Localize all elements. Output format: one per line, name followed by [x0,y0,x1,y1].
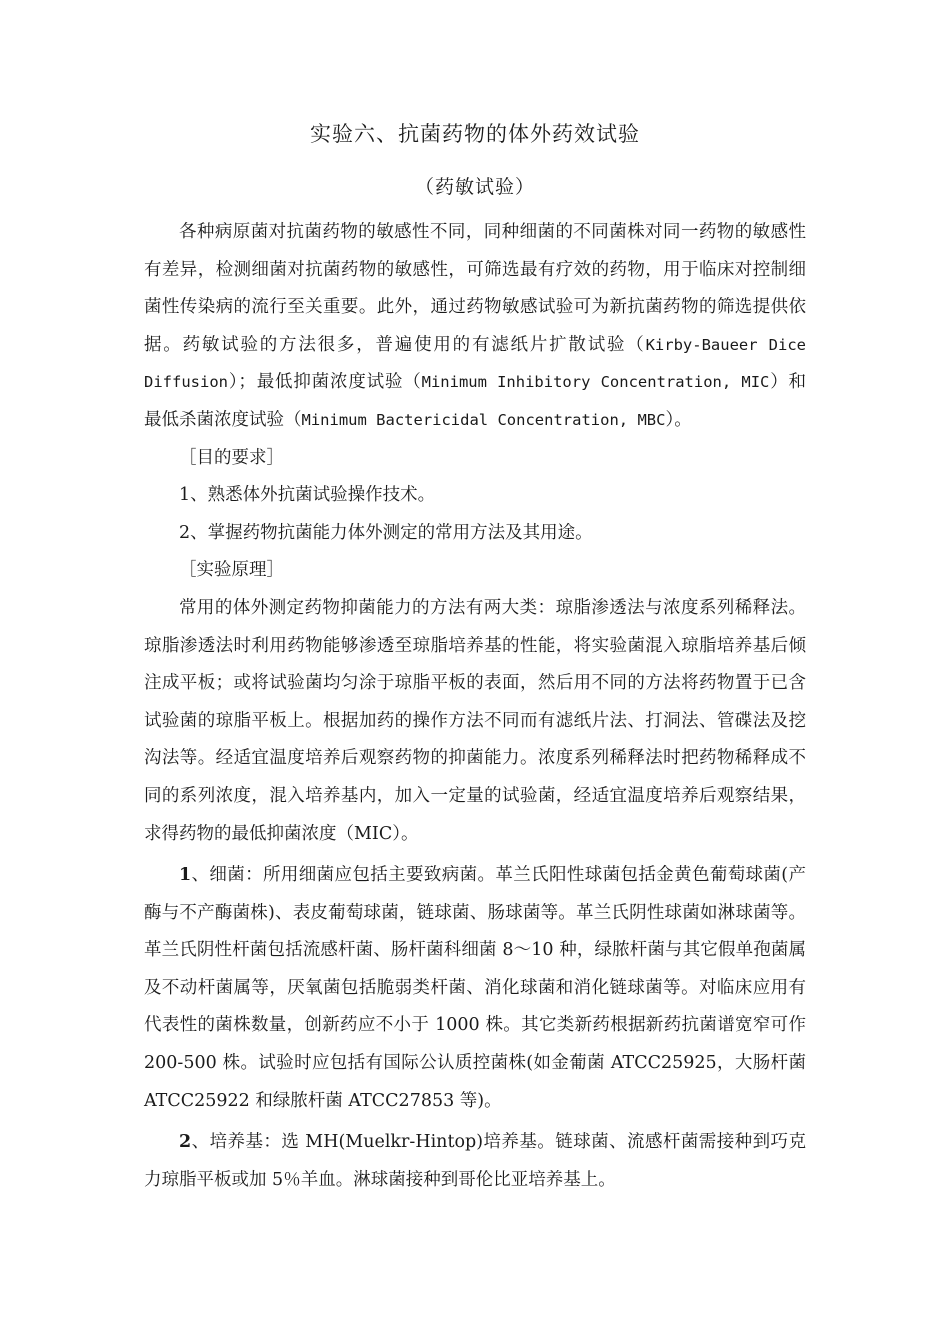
objectives-heading: ［目的要求］ [179,447,284,468]
principle-paragraph: 常用的体外测定药物抑菌能力的方法有两大类：琼脂渗透法与浓度系列稀释法。琼脂渗透法时利用药物能够渗透至琼脂培养基的性能，将实验菌混入琼脂培养基后倾注成平板；或将试验菌均匀涂于琼脂平板的表面，然后用不同的方法将药物置于已含试验菌的琼脂平板上。根据加药的操作方法不同而有滤纸片法、打洞法、管碟法及挖沟法等。经适宜温度培养后观察药物的抑菌能力。浓度系列稀释法时把药物稀释成不同的系列浓度，混入培养基内，加入一定量的试验菌，经适宜温度培养后观察结果，求得药物的最低抑菌浓度（MIC）。 [144,597,806,844]
page-title: 实验六、抗菌药物的体外药效试验 [310,122,640,146]
objective-item: 1、熟悉体外抗菌试验操作技术。 [179,485,436,506]
section-number: 2 [179,1132,192,1153]
intro-text-b: ）；最低抑菌浓度试验（ [228,372,422,393]
section-number: 1 [179,865,192,886]
intro-text-a: 各种病原菌对抗菌药物的敏感性不同，同种细菌的不同菌株对同一药物的敏感性有差异，检测细菌对抗菌药物的敏感性，可筛选最有疗效的药物，用于临床对控制细菌性传染病的流行至关重要。此外，通过药物敏感试验可为新抗菌药物的筛选提供依据。药敏试验的方法很多，普遍使用的有滤纸片扩散试验（ [144,222,806,355]
principle-heading: ［实验原理］ [179,560,284,581]
intro-mono-a: Kirby-Baueer Dice Diffusion [144,335,807,392]
document-body [144,214,806,1199]
intro-text-c: ）和最低杀菌浓度试验（ [144,372,807,430]
intro-mono-b: Minimum Inhibitory Concentration, MIC [421,373,770,392]
section-text: 、培养基：选 MH(Muelkr-Hintop)培养基。链球菌、流感杆菌需接种到巧克力琼脂平板或加 5％羊血。淋球菌接种到哥伦比亚培养基上。 [144,1132,806,1190]
section-paragraph [144,1124,806,1199]
section-paragraph [144,857,806,1120]
objective-item: 2、掌握药物抗菌能力体外测定的常用方法及其用途。 [179,522,593,543]
intro-text-d: ）。 [665,409,692,430]
section-text: 、细菌：所用细菌应包括主要致病菌。革兰氏阳性球菌包括金黄色葡萄球菌(产酶与不产酶菌株)、表皮葡萄球菌，链球菌、肠球菌等。革兰氏阴性球菌如淋球菌等。革兰氏阴性杆菌包括流感杆菌、肠杆菌科细菌 8～10 种，绿脓杆菌与其它假单孢菌属及不动杆菌属等，厌氧菌包括脆弱类杆菌、消化球菌和消化链球菌等。对临床应用有代表性的菌株数量，创新药应不小于 1000 株。其它类新药根据新药抗菌谱宽窄可作 200-500 株。试验时应包括有国际公认质控菌株(如金葡菌 ATCC25925，大肠杆菌 ATCC25922 和绿脓杆菌 ATCC27853 等)。 [144,865,806,1111]
intro-mono-c: Minimum Bactericidal Concentration, MBC [301,410,666,429]
page-subtitle: （药敏试验） [414,176,535,198]
intro-paragraph [144,214,806,440]
